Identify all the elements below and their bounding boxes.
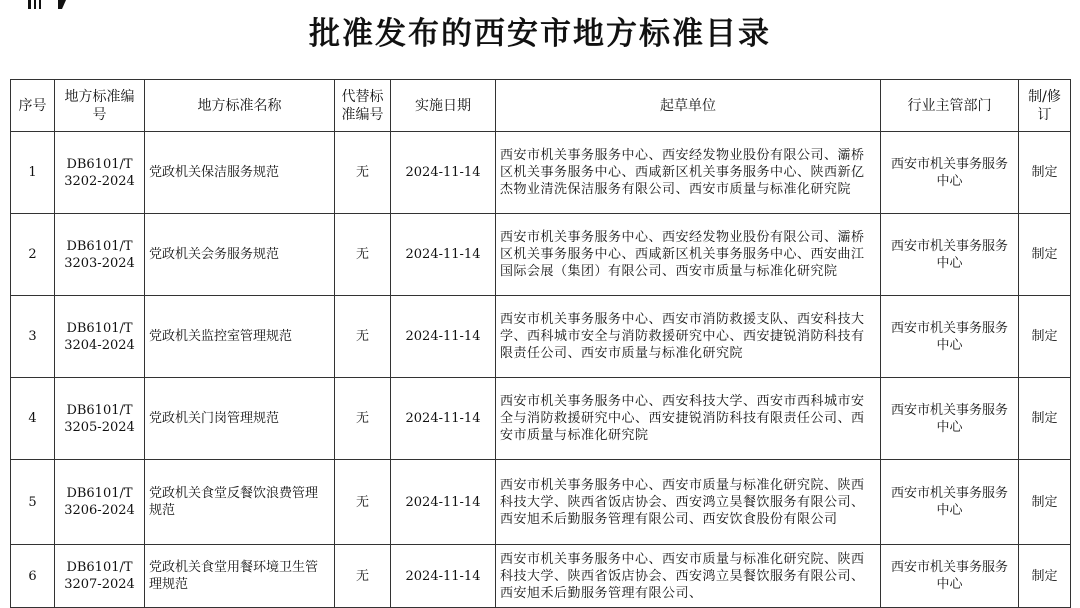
header-drafter: 起草单位 — [496, 80, 881, 132]
code-prefix: DB6101/T — [66, 402, 133, 418]
table-row — [11, 378, 1071, 460]
cell-replace: 无 — [335, 132, 391, 214]
cell-date: 2024-11-14 — [391, 296, 496, 378]
table-row — [11, 460, 1071, 545]
cell-type: 制定 — [1019, 296, 1071, 378]
cell-code — [55, 545, 145, 608]
code-prefix: DB6101/T — [66, 156, 133, 172]
cell-replace: 无 — [335, 378, 391, 460]
code-prefix: DB6101/T — [66, 320, 133, 336]
code-prefix: DB6101/T — [66, 560, 133, 575]
cell-seq: 6 — [11, 545, 55, 608]
cell-type: 制定 — [1019, 378, 1071, 460]
cell-seq: 5 — [11, 460, 55, 545]
cell-drafter: 西安市机关事务服务中心、西安经发物业股份有限公司、灞桥区机关事务服务中心、西咸新区机关事务服务中心、陕西新亿杰物业清洗保洁服务有限公司、西安市质量与标准化研究院 — [496, 132, 881, 214]
cell-code — [55, 378, 145, 460]
cell-replace: 无 — [335, 545, 391, 608]
cell-drafter: 西安市机关事务服务中心、西安市消防救援支队、西安科技大学、西科城市安全与消防救援研究中心、西安捷锐消防科技有限责任公司、西安市质量与标准化研究院 — [496, 296, 881, 378]
header-name: 地方标准名称 — [145, 80, 335, 132]
code-prefix: DB6101/T — [66, 238, 133, 254]
code-number: 3202-2024 — [64, 173, 135, 189]
cell-date: 2024-11-14 — [391, 545, 496, 608]
cell-name: 党政机关会务服务规范 — [145, 214, 335, 296]
cell-type: 制定 — [1019, 545, 1071, 608]
header-replace: 代替标准编号 — [335, 80, 391, 132]
code-number: 3205-2024 — [64, 419, 135, 435]
code-number: 3207-2024 — [64, 577, 135, 592]
cell-code — [55, 296, 145, 378]
header-type: 制/修订 — [1019, 80, 1071, 132]
cell-code — [55, 214, 145, 296]
cell-name: 党政机关监控室管理规范 — [145, 296, 335, 378]
cell-date: 2024-11-14 — [391, 132, 496, 214]
cell-dept: 西安市机关事务服务中心 — [881, 460, 1019, 545]
cell-replace: 无 — [335, 460, 391, 545]
cell-dept: 西安市机关事务服务中心 — [881, 545, 1019, 608]
table-row — [11, 214, 1071, 296]
cell-dept: 西安市机关事务服务中心 — [881, 214, 1019, 296]
cell-code — [55, 132, 145, 214]
cell-replace: 无 — [335, 296, 391, 378]
cell-type: 制定 — [1019, 214, 1071, 296]
cell-date: 2024-11-14 — [391, 460, 496, 545]
standards-table — [10, 79, 1071, 608]
cell-dept: 西安市机关事务服务中心 — [881, 378, 1019, 460]
header-seq: 序号 — [11, 80, 55, 132]
cell-name: 党政机关保洁服务规范 — [145, 132, 335, 214]
cell-name: 党政机关门岗管理规范 — [145, 378, 335, 460]
table-row — [11, 545, 1071, 608]
cell-name: 党政机关食堂反餐饮浪费管理规范 — [145, 460, 335, 545]
cell-seq: 3 — [11, 296, 55, 378]
code-number: 3204-2024 — [64, 337, 135, 353]
cell-dept: 西安市机关事务服务中心 — [881, 296, 1019, 378]
cell-replace: 无 — [335, 214, 391, 296]
page-title: 批准发布的西安市地方标准目录 — [309, 16, 771, 52]
cell-type: 制定 — [1019, 460, 1071, 545]
code-number: 3203-2024 — [64, 255, 135, 271]
cell-drafter: 西安市机关事务服务中心、西安经发物业股份有限公司、灞桥区机关事务服务中心、西咸新区机关事务服务中心、西安曲江国际会展（集团）有限公司、西安市质量与标准化研究院 — [496, 214, 881, 296]
cell-drafter — [496, 545, 881, 608]
table-header-row — [11, 80, 1071, 132]
cell-type: 制定 — [1019, 132, 1071, 214]
cell-date: 2024-11-14 — [391, 214, 496, 296]
drafter-text: 西安市机关事务服务中心、西安市质量与标准化研究院、陕西科技大学、陕西省饭店协会、西安鸿立昊餐饮服务有限公司、西安旭禾后勤服务管理有限公司、 — [500, 551, 865, 601]
cell-drafter: 西安市机关事务服务中心、西安科技大学、西安市西科城市安全与消防救援研究中心、西安捷锐消防科技有限责任公司、西安市质量与标准化研究院 — [496, 378, 881, 460]
code-number: 3206-2024 — [64, 503, 135, 518]
code-prefix: DB6101/T — [66, 486, 133, 501]
cell-drafter: 西安市机关事务服务中心、西安市质量与标准化研究院、陕西科技大学、陕西省饭店协会、西安鸿立昊餐饮服务有限公司、西安旭禾后勤服务管理有限公司、西安饮食股份有限公司 — [496, 460, 881, 545]
cell-dept: 西安市机关事务服务中心 — [881, 132, 1019, 214]
header-dept: 行业主管部门 — [881, 80, 1019, 132]
cell-name: 党政机关食堂用餐环境卫生管理规范 — [145, 545, 335, 608]
table-row — [11, 132, 1071, 214]
cell-seq: 1 — [11, 132, 55, 214]
header-code: 地方标准编号 — [55, 80, 145, 132]
cell-code — [55, 460, 145, 545]
cell-seq: 4 — [11, 378, 55, 460]
cell-date: 2024-11-14 — [391, 378, 496, 460]
cell-seq: 2 — [11, 214, 55, 296]
table-row — [11, 296, 1071, 378]
header-date: 实施日期 — [391, 80, 496, 132]
